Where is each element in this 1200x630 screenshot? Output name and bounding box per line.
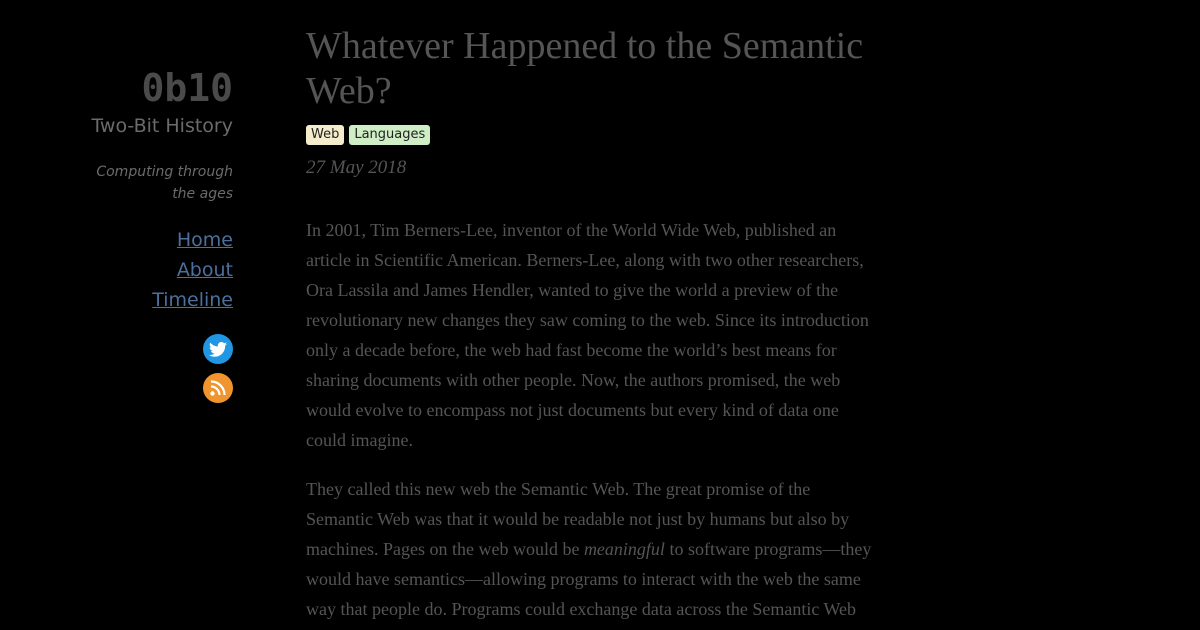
sidebar-nav [152, 225, 233, 315]
post-title: Whatever Happened to the Semantic Web? [306, 25, 864, 112]
paragraph-line: would evolve to encompass not just documents but every kind of data one [306, 400, 839, 420]
paragraph-line: sharing documents with other people. Now, the authors promised, the web [306, 370, 841, 390]
tag-web[interactable]: Web [306, 125, 344, 145]
line-text: machines. Pages on the web would be [306, 539, 584, 559]
post-date: 27 May 2018 [306, 157, 407, 178]
tag-languages[interactable]: Languages [349, 125, 430, 145]
twitter-icon [209, 342, 227, 357]
paragraph-line: way that people do. Programs could exchange data across the Semantic Web [306, 599, 857, 619]
rss-link[interactable] [203, 373, 233, 403]
twitter-link[interactable] [203, 334, 233, 364]
paragraph-line [306, 534, 871, 564]
paragraph-line: article in Scientific American. Berners-Lee, along with two other researchers, [306, 250, 864, 270]
paragraph-line: Ora Lassila and James Hendler, wanted to give the world a preview of the [306, 280, 839, 300]
paragraph-line: Semantic Web was that it would be readable not just by humans but also by [306, 509, 850, 529]
nav-link-home[interactable]: Home [176, 229, 233, 251]
paragraph-line: only a decade before, the web had fast become the world’s best means for [306, 340, 837, 360]
emphasis-text: meaningful [583, 539, 665, 559]
site-tagline: Computing through the ages [96, 164, 233, 202]
paragraph [306, 474, 871, 624]
site-name[interactable]: Two-Bit History [91, 115, 233, 137]
site-logo[interactable]: 0b10 [141, 66, 233, 110]
post-tags [306, 125, 430, 145]
nav-link-about[interactable]: About [176, 259, 233, 281]
paragraph [306, 215, 869, 455]
paragraph-line: revolutionary new changes they saw coming to the web. Since its introduction [306, 310, 869, 330]
rss-icon [210, 380, 226, 396]
paragraph-line: could imagine. [306, 430, 413, 450]
paragraph-line: would have semantics—allowing programs to interact with the web the same [306, 569, 861, 589]
paragraph-line: In 2001, Tim Berners-Lee, inventor of the World Wide Web, published an [306, 220, 837, 240]
line-text: to software programs—they [664, 539, 872, 559]
paragraph-line: They called this new web the Semantic Web. The great promise of the [306, 479, 811, 499]
nav-link-timeline[interactable]: Timeline [152, 289, 233, 311]
